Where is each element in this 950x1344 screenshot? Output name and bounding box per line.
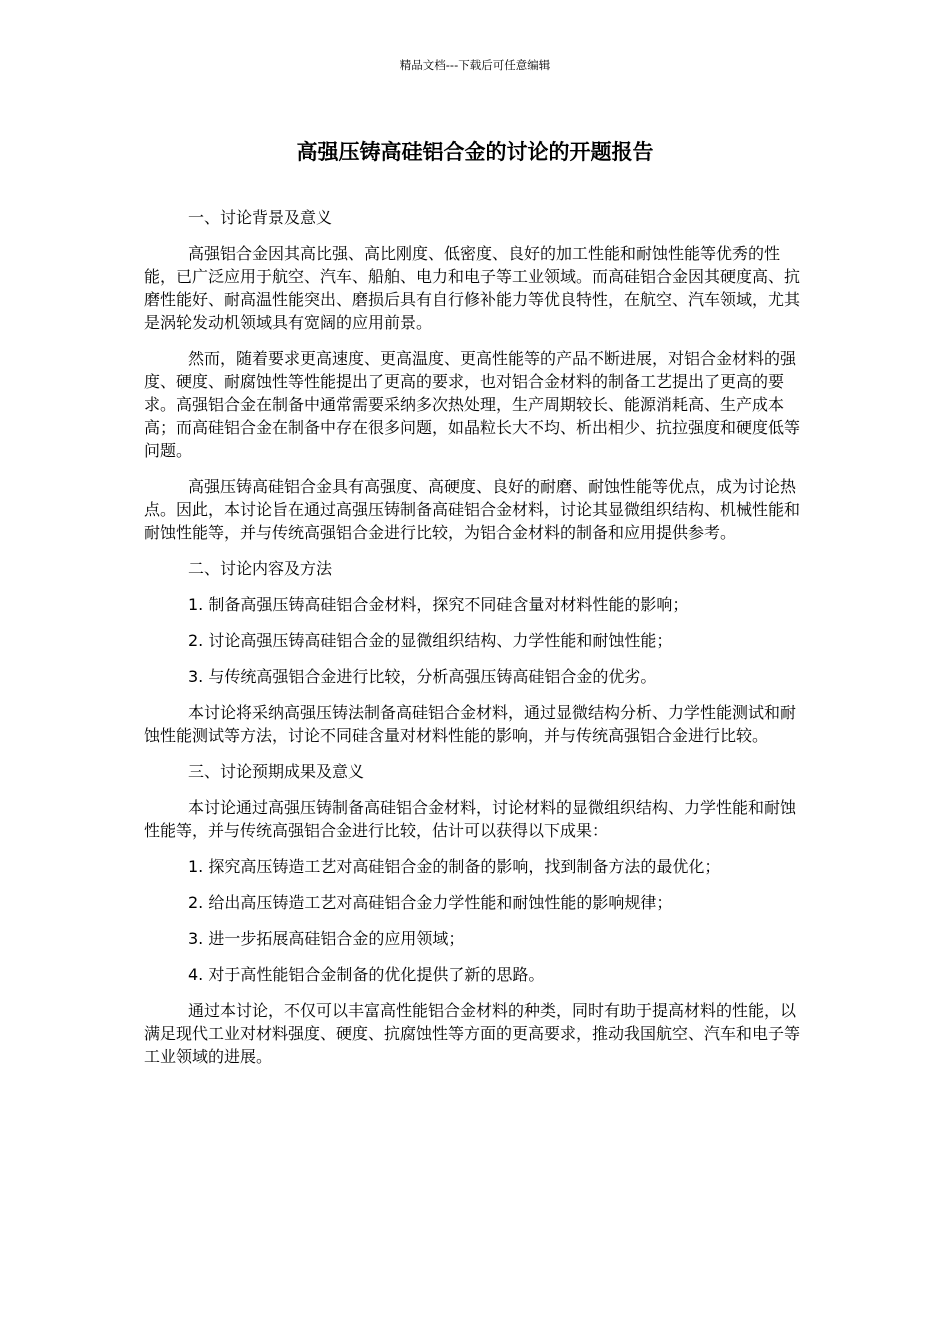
list-item-result-2: 2. 给出高压铸造工艺对高硅铝合金力学性能和耐蚀性能的影响规律； (188, 893, 673, 912)
paragraph-background-1: 高强铝合金因其高比强、高比刚度、低密度、良好的加工性能和耐蚀性能等优秀的性能，已广泛应用于航空、汽车、船舶、电力和电子等工业领域。而高硅铝合金因其硬度高、抗磨性能好、耐高温性能突出、磨损后具有自行修补能力等优良特性，在航空、汽车领域，尤其是涡轮发动机领域具有宽阔的应用前景。 (144, 244, 801, 332)
section-heading-expected-results: 三、讨论预期成果及意义 (188, 762, 365, 781)
header-note: 精品文档---下载后可任意编辑 (399, 58, 551, 72)
list-item-result-3: 3. 进一步拓展高硅铝合金的应用领域； (188, 929, 465, 948)
list-item-content-2: 2. 讨论高强压铸高硅铝合金的显微组织结构、力学性能和耐蚀性能； (188, 631, 673, 650)
list-item-content-1: 1. 制备高强压铸高硅铝合金材料，探究不同硅含量对材料性能的影响； (188, 595, 689, 614)
list-item-result-1: 1. 探究高压铸造工艺对高硅铝合金的制备的影响，找到制备方法的最优化； (188, 857, 721, 876)
paragraph-expected-intro: 本讨论通过高强压铸制备高硅铝合金材料，讨论材料的显微组织结构、力学性能和耐蚀性能等，并与传统高强铝合金进行比较，估计可以获得以下成果： (144, 798, 797, 840)
paragraph-background-3: 高强压铸高硅铝合金具有高强度、高硬度、良好的耐磨、耐蚀性能等优点，成为讨论热点。因此，本讨论旨在通过高强压铸制备高硅铝合金材料，讨论其显微组织结构、机械性能和耐蚀性能等，并与传统高强铝合金进行比较，为铝合金材料的制备和应用提供参考。 (144, 477, 801, 542)
paragraph-method: 本讨论将采纳高强压铸法制备高硅铝合金材料，通过显微结构分析、力学性能测试和耐蚀性能测试等方法，讨论不同硅含量对材料性能的影响，并与传统高强铝合金进行比较。 (144, 703, 797, 745)
paragraph-background-2: 然而，随着要求更高速度、更高温度、更高性能等的产品不断进展，对铝合金材料的强度、硬度、耐腐蚀性等性能提出了更高的要求，也对铝合金材料的制备工艺提出了更高的要求。高强铝合金在制备中通常需要采纳多次热处理，生产周期较长、能源消耗高、生产成本高；而高硅铝合金在制备中存在很多问题，如晶粒长大不均、析出相少、抗拉强度和硬度低等问题。 (144, 349, 801, 460)
document-body (144, 206, 804, 1081)
paragraph-conclusion: 通过本讨论，不仅可以丰富高性能铝合金材料的种类，同时有助于提高材料的性能，以满足现代工业对材料强度、硬度、抗腐蚀性等方面的更高要求，推动我国航空、汽车和电子等工业领域的进展。 (144, 1001, 801, 1066)
list-item-content-3: 3. 与传统高强铝合金进行比较，分析高强压铸高硅铝合金的优劣。 (188, 667, 657, 686)
document-title: 高强压铸高硅铝合金的讨论的开题报告 (296, 140, 654, 164)
section-heading-background: 一、讨论背景及意义 (188, 208, 333, 227)
list-item-result-4: 4. 对于高性能铝合金制备的优化提供了新的思路。 (188, 965, 545, 984)
section-heading-content-method: 二、讨论内容及方法 (188, 559, 333, 578)
